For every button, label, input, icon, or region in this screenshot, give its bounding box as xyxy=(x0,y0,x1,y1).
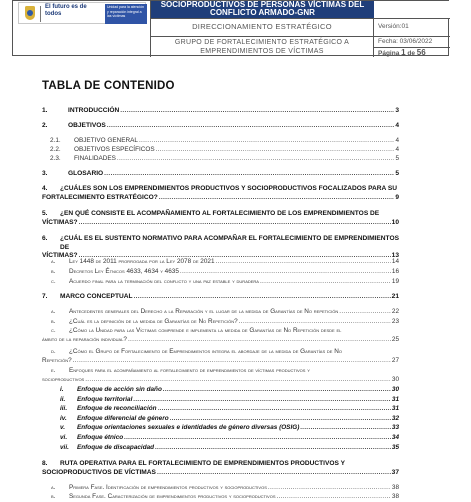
toc-entry-text-line-2: FORTALECIMIENTO ESTRATÉGICO? xyxy=(42,193,158,201)
toc-entry-page: 14 xyxy=(391,258,399,265)
toc-entry-text: Antecedentes generales del Derecho a la Reparación y el lugar de la medida de Garantías de No repetición xyxy=(69,308,339,315)
toc-entry-number: d. xyxy=(51,348,56,355)
toc-leader-dots xyxy=(79,219,391,228)
toc-entry[interactable] xyxy=(42,424,399,433)
toc-leader-dots xyxy=(85,376,391,385)
toc-entry-text: Enfoque de discapacidad xyxy=(77,444,155,451)
toc-entry-number: 4. xyxy=(42,185,48,192)
toc-entry-page: 4 xyxy=(395,137,399,144)
toc-entry-number: 2.1. xyxy=(50,137,61,144)
toc-entry[interactable] xyxy=(42,146,399,155)
toc-entry-text-line-2: socioproductivos xyxy=(42,375,85,383)
toc-leader-dots xyxy=(239,318,391,327)
toc-entry-text: MARCO CONCEPTUAL xyxy=(60,293,133,300)
toc-entry-page: 30 xyxy=(391,386,399,393)
toc-entry-number: b. xyxy=(51,268,56,275)
toc-entry-number: b. xyxy=(51,493,56,500)
toc-entry[interactable] xyxy=(42,405,399,414)
toc-entry-number: i. xyxy=(60,386,64,393)
toc-entry-number: c. xyxy=(51,278,56,285)
toc-entry[interactable] xyxy=(42,107,399,116)
toc-entry[interactable] xyxy=(42,258,399,267)
toc-entry-page: 9 xyxy=(395,193,399,201)
direction-label: DIRECCIONAMIENTO ESTRATÉGICO xyxy=(151,18,374,36)
toc-leader-dots xyxy=(155,444,391,453)
toc-entry-text: OBJETIVOS ESPECÍFICOS xyxy=(74,146,155,153)
toc-entry[interactable] xyxy=(42,308,399,317)
toc-leader-dots xyxy=(128,336,391,345)
toc-entry-page: 21 xyxy=(391,293,399,300)
logo-unit: Unidad para la atención y reparación integral a las víctimas xyxy=(105,4,147,24)
toc-entry-number: 8. xyxy=(42,460,48,467)
toc-leader-dots xyxy=(300,424,391,433)
toc-entry-text: Enfoque territorial xyxy=(77,396,133,403)
toc-entry-text: Primera Fase. Identificación de emprendimientos productivos y socioproductivos xyxy=(69,484,267,491)
toc-entry[interactable] xyxy=(42,367,399,384)
toc-entry-number: 3. xyxy=(42,170,48,177)
toc-leader-dots xyxy=(133,396,390,405)
toc-entry-number: 5. xyxy=(42,210,48,217)
toc-entry[interactable] xyxy=(42,493,399,502)
toc-entry[interactable] xyxy=(42,460,399,477)
logo-separator xyxy=(40,6,41,22)
toc-entry-text-line-1: ¿CUÁL ES EL SUSTENTO NORMATIVO PARA ACOMPAÑAR EL FORTALECIMIENTO DE EMPRENDIMIENTOS DE xyxy=(60,235,399,251)
toc-leader-dots xyxy=(134,293,391,302)
toc-entry[interactable] xyxy=(42,185,399,202)
toc-entry-number: 2.3. xyxy=(50,155,61,162)
toc-entry-text: Enfoque de acción sin daño xyxy=(77,386,162,393)
toc-leader-dots xyxy=(216,258,391,267)
toc-entry-text-line-1: RUTA OPERATIVA PARA EL FORTALECIMIENTO DE EMPRENDIMIENTOS PRODUCTIVOS Y xyxy=(60,460,346,467)
toc-entry[interactable] xyxy=(42,235,399,261)
toc-entry-page: 22 xyxy=(391,308,399,315)
toc-entry-number: 6. xyxy=(42,235,48,242)
toc-entry-number: vi. xyxy=(60,434,68,441)
toc-entry-text-line-1: Enfoques para el acompañamiento al fortalecimiento de emprendimientos de víctimas productivos y xyxy=(69,367,310,374)
toc-entry-page: 38 xyxy=(391,484,399,491)
page-prefix: Página xyxy=(378,50,400,57)
toc-leader-dots xyxy=(73,357,391,366)
toc-entry-number: c. xyxy=(51,327,56,334)
toc-leader-dots xyxy=(277,493,391,502)
toc-entry-number: 1. xyxy=(42,107,48,114)
toc-heading: TABLA DE CONTENIDO xyxy=(42,80,175,92)
toc-entry-page: 30 xyxy=(391,375,399,383)
toc-entry-page: 34 xyxy=(391,434,399,441)
toc-entry[interactable] xyxy=(42,268,399,277)
toc-leader-dots xyxy=(156,146,395,155)
toc-entry-text-line-2: ámbito de la reparación individual? xyxy=(42,335,127,343)
toc-entry-page: 3 xyxy=(395,107,399,114)
toc-entry-page: 38 xyxy=(391,493,399,500)
toc-entry-page: 31 xyxy=(391,405,399,412)
toc-entry[interactable] xyxy=(42,444,399,453)
toc-entry-text: Enfoque étnico xyxy=(77,434,124,441)
toc-entry[interactable] xyxy=(42,386,399,395)
toc-entry[interactable] xyxy=(42,415,399,424)
toc-entry[interactable] xyxy=(42,210,399,227)
toc-entry-page: 31 xyxy=(391,396,399,403)
document-header xyxy=(12,0,449,56)
toc-entry-text: Ley 1448 de 2011 prorrogada por la Ley 2078 de 2021 xyxy=(69,258,215,265)
toc-entry-number: v. xyxy=(60,424,65,431)
toc-leader-dots xyxy=(158,405,391,414)
toc-entry-number: iv. xyxy=(60,415,67,422)
version-label: Versión:01 xyxy=(374,18,450,36)
page-of: de xyxy=(407,50,415,57)
toc-leader-dots xyxy=(107,122,395,131)
toc-entry-page: 25 xyxy=(391,335,399,343)
toc-entry[interactable] xyxy=(42,278,399,287)
toc-leader-dots xyxy=(159,194,395,203)
group-label xyxy=(151,36,374,57)
toc-entry-text: Enfoque diferencial de género xyxy=(77,415,169,422)
document-title xyxy=(151,1,374,18)
toc-entry[interactable] xyxy=(42,348,399,365)
toc-entry-text-line-2: SOCIOPRODUCTIVOS DE VÍCTIMAS xyxy=(42,468,156,476)
toc-entry[interactable] xyxy=(42,327,399,344)
toc-entry[interactable] xyxy=(42,318,399,327)
toc-entry-page: 37 xyxy=(391,468,399,476)
toc-leader-dots xyxy=(104,170,394,179)
toc-entry-text: Enfoque de reconciliación xyxy=(77,405,157,412)
toc-entry-page: 32 xyxy=(391,415,399,422)
toc-entry-page: 35 xyxy=(391,444,399,451)
page-indicator xyxy=(374,47,450,57)
toc-entry-number: 7. xyxy=(42,293,48,300)
toc-entry-number: a. xyxy=(51,258,56,265)
toc-entry-page: 19 xyxy=(391,278,399,285)
group-line-1: GRUPO DE FORTALECIMIENTO ESTRATÉGICO A xyxy=(174,39,350,46)
toc-entry-number: 2.2. xyxy=(50,146,61,153)
toc-leader-dots xyxy=(260,278,391,287)
toc-entry-number: 2. xyxy=(42,122,48,129)
toc-entry-text: INTRODUCCIÓN xyxy=(68,107,120,114)
toc-entry-page: 10 xyxy=(391,218,399,226)
toc-entry-text-line-1: ¿Cómo el Grupo de Fortalecimiento de Emprendimientos integra el abordaje de la medida de Garantías de No xyxy=(69,348,342,355)
toc-entry-text: GLOSARIO xyxy=(68,170,104,177)
logo-box xyxy=(18,2,146,24)
toc-entry-text-line-2: Repetición? xyxy=(42,356,72,364)
toc-entry[interactable] xyxy=(42,484,399,493)
toc-leader-dots xyxy=(163,386,391,395)
group-line-2: EMPRENDIMIENTOS DE VÍCTIMAS xyxy=(200,48,324,55)
toc-entry-text: OBJETIVOS xyxy=(68,122,106,129)
toc-entry[interactable] xyxy=(42,293,399,302)
toc-entry-text: Enfoque orientaciones sexuales e identidades de género diversas (OSIG) xyxy=(77,424,300,431)
coat-of-arms-icon xyxy=(25,6,35,20)
toc-entry-text-line-1: ¿Cómo la Unidad para las Víctimas comprende e implementa la medida de Garantías de No Repetición desde el xyxy=(69,327,342,334)
logo-slogan: El futuro es de todos xyxy=(45,4,87,17)
toc-entry-page: 33 xyxy=(391,424,399,431)
page-current: 1 xyxy=(401,48,406,57)
date-label: Fecha: 03/06/2022 xyxy=(374,36,450,47)
title-line-2: CONFLICTO ARMADO-GNR xyxy=(210,8,315,17)
toc-entry-text-line-1: ¿EN QUÉ CONSISTE EL ACOMPAÑAMIENTO AL FORTALECIMIENTO DE LOS EMPRENDIMIENTOS DE xyxy=(60,210,380,217)
toc-entry-page: 27 xyxy=(391,356,399,364)
toc-entry-text: Acuerdo final para la terminación del conflicto y una paz estable y duradera xyxy=(69,278,259,285)
toc-leader-dots xyxy=(139,137,395,146)
toc-leader-dots xyxy=(268,484,391,493)
toc-leader-dots xyxy=(157,469,391,478)
toc-leader-dots xyxy=(170,415,391,424)
toc-entry[interactable] xyxy=(42,396,399,405)
toc-entry-page: 5 xyxy=(395,155,399,162)
page-total: 56 xyxy=(416,48,426,57)
toc-entry[interactable] xyxy=(42,137,399,146)
title-line-1: SOCIOPRODUCTIVOS DE PERSONAS VÍCTIMAS DEL xyxy=(160,0,365,9)
toc-entry-text: Segunda Fase. Caracterización de emprendimientos productivos y socioproductivos xyxy=(69,493,276,500)
toc-entry-text: OBJETIVO GENERAL xyxy=(74,137,138,144)
toc-entry-page: 5 xyxy=(395,170,399,177)
toc-entry-page: 4 xyxy=(395,122,399,129)
toc-leader-dots xyxy=(117,155,395,164)
header-blank-cell xyxy=(374,1,450,18)
toc-leader-dots xyxy=(124,434,391,443)
toc-entry-page: 13 xyxy=(391,252,399,260)
toc-leader-dots xyxy=(180,268,391,277)
toc-entry-text-line-1: ¿CUÁLES SON LOS EMPRENDIMIENTOS PRODUCTIVOS Y SOCIOPRODUCTIVOS FOCALIZADOS PARA SU xyxy=(60,185,398,192)
toc-entry[interactable] xyxy=(42,122,399,131)
toc-entry-text: Decretos Ley Étnicos 4633, 4634 y 4635 xyxy=(69,268,179,275)
toc-entry-text-line-2: VÍCTIMAS? xyxy=(42,218,78,226)
toc-entry-text: ¿Cuál es la definición de la medida de Garantías de No Repetición? xyxy=(69,318,238,325)
toc-entry-text: FINALIDADES xyxy=(74,155,116,162)
toc-entry-number: vii. xyxy=(60,444,69,451)
toc-entry-number: ii. xyxy=(60,396,66,403)
toc-entry-number: e. xyxy=(51,367,56,374)
toc-entry-text-line-2: VÍCTIMAS? xyxy=(42,252,78,260)
toc-entry-number: a. xyxy=(51,308,56,315)
toc-entry[interactable] xyxy=(42,170,399,179)
toc-leader-dots xyxy=(120,107,394,116)
logo-area xyxy=(13,1,151,57)
toc-entry[interactable] xyxy=(42,155,399,164)
toc-entry-number: a. xyxy=(51,484,56,491)
toc-entry-number: b. xyxy=(51,318,56,325)
toc-leader-dots xyxy=(339,308,391,317)
toc-entry-number: iii. xyxy=(60,405,68,412)
toc-entry-page: 16 xyxy=(391,268,399,275)
toc-entry-page: 4 xyxy=(395,146,399,153)
toc-entry[interactable] xyxy=(42,434,399,443)
toc-entry-page: 23 xyxy=(391,318,399,325)
